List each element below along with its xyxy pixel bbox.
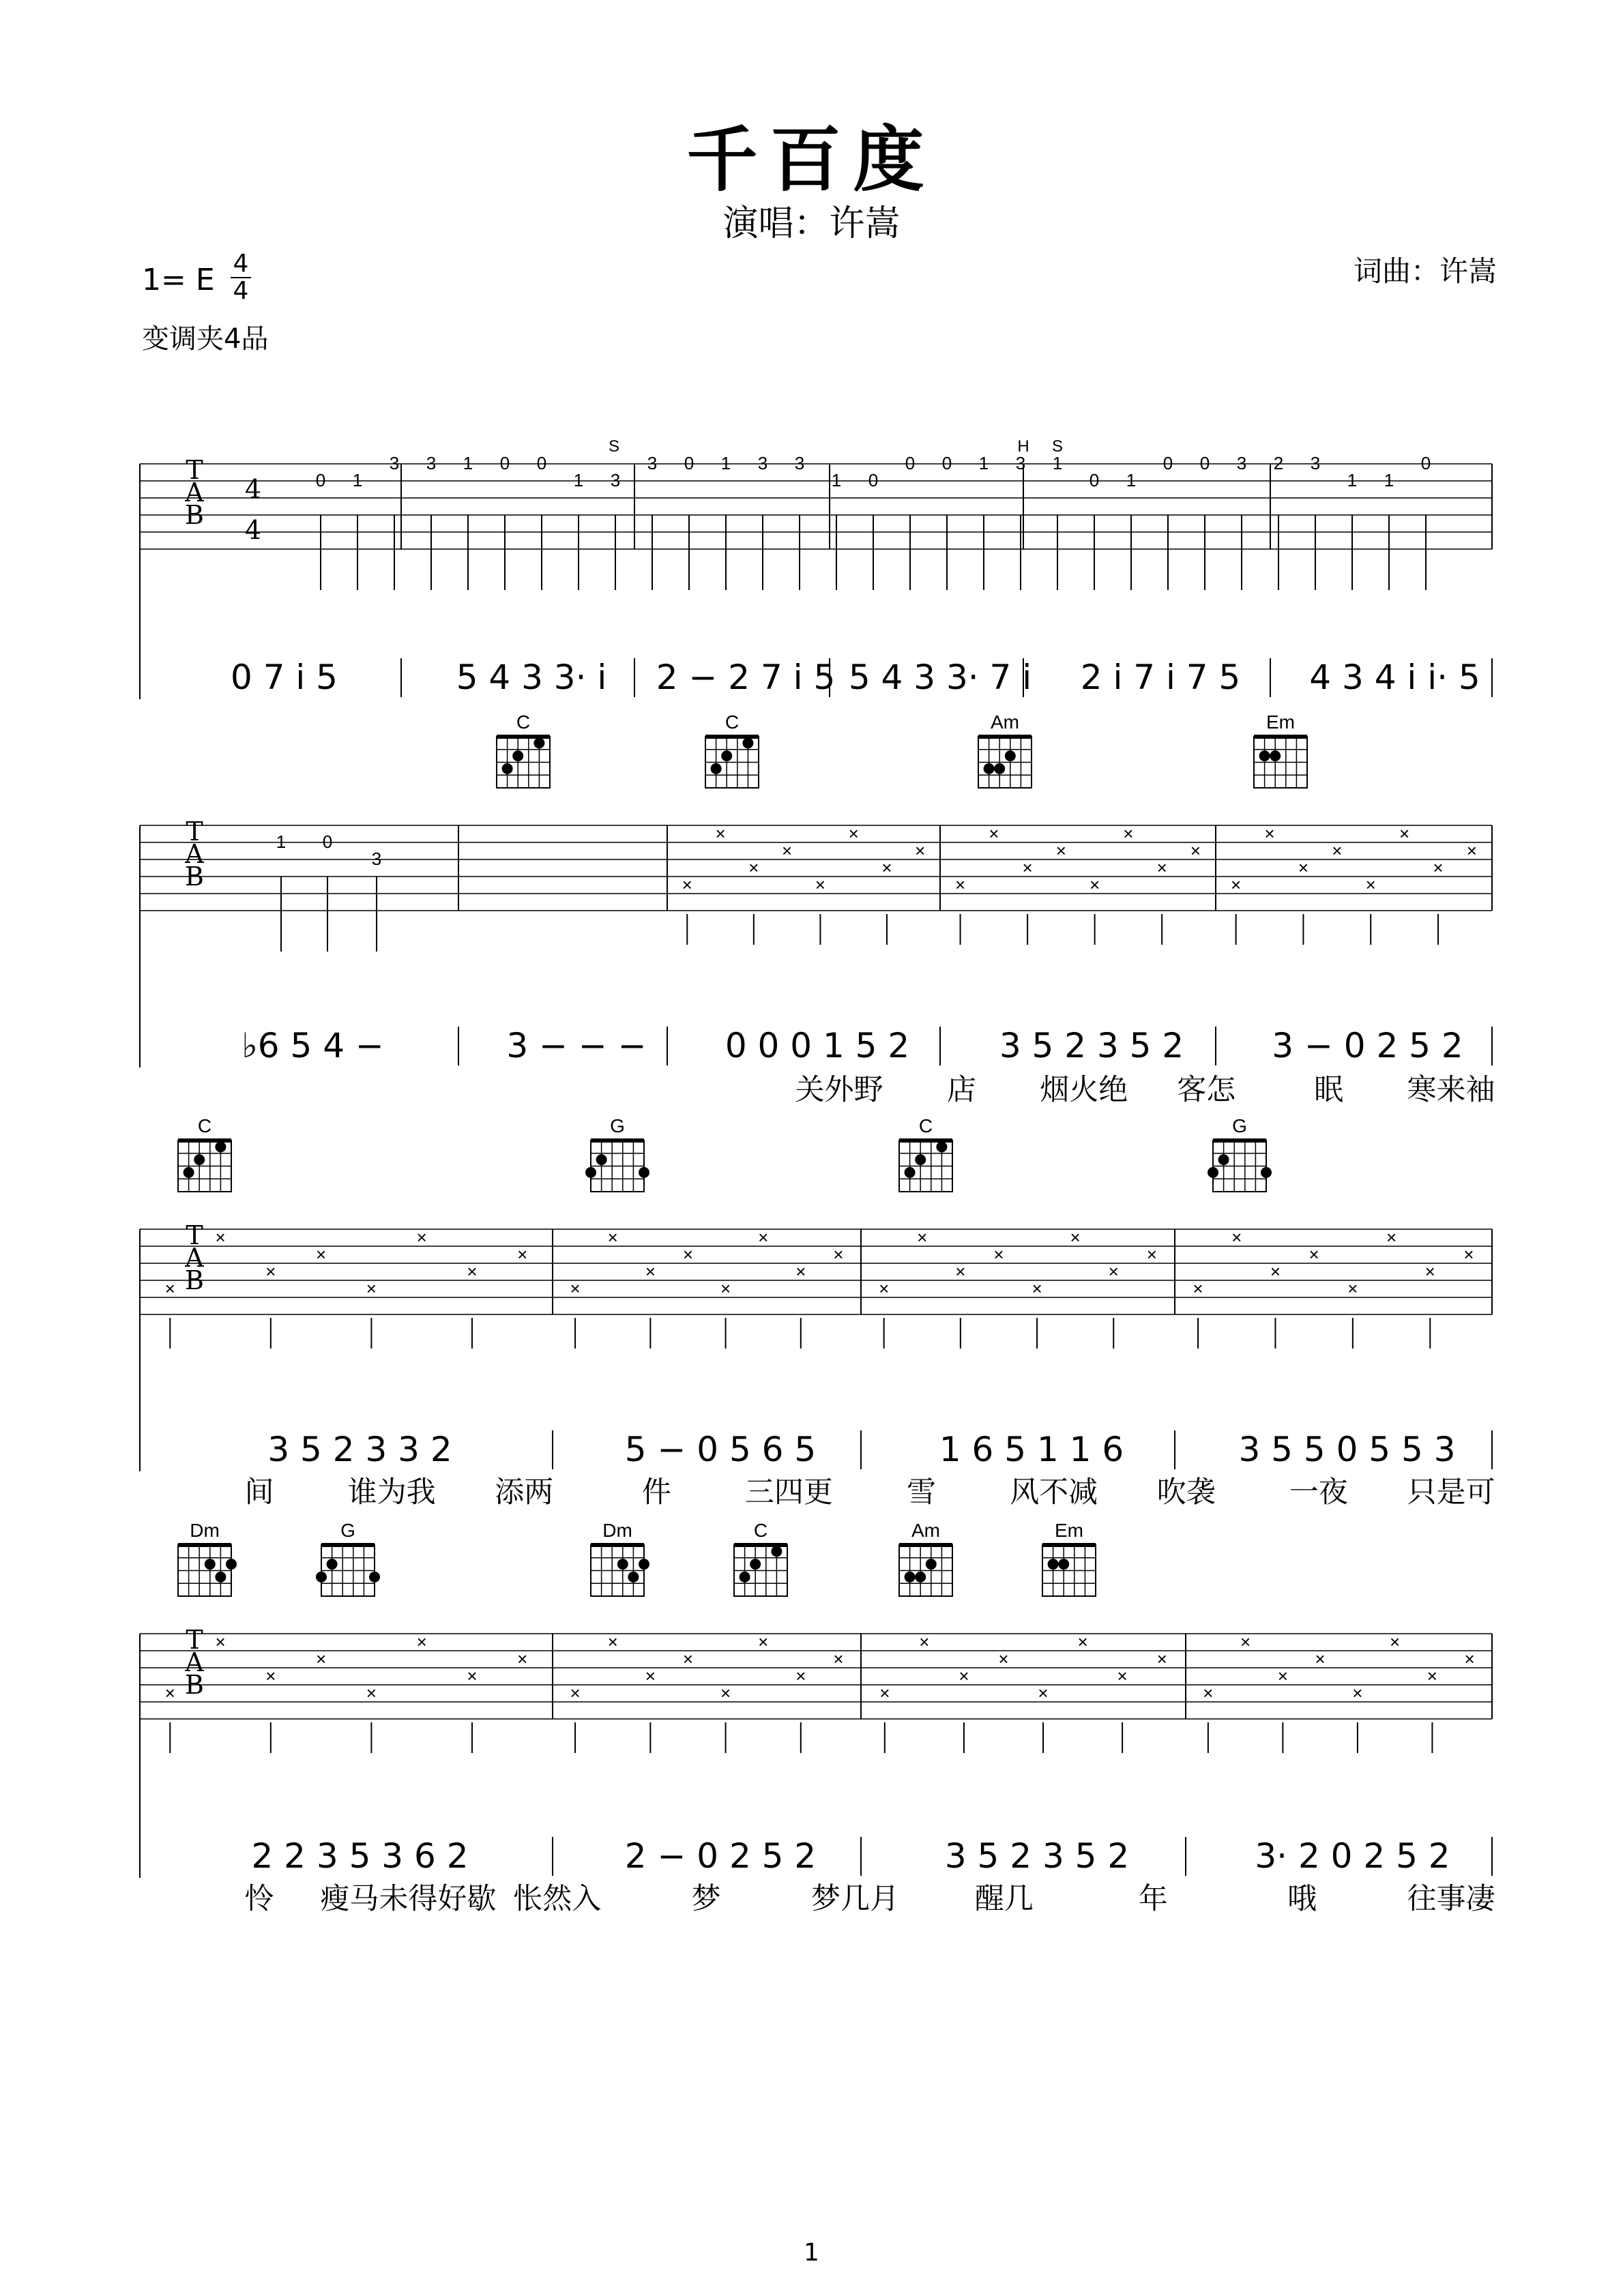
time-signature-bottom: 4 bbox=[233, 277, 249, 305]
lyric-word: 梦几月 bbox=[811, 1882, 899, 1916]
jianpu-measure: 5 4 3 3· i bbox=[456, 658, 607, 697]
lyric-word: 怅然入 bbox=[513, 1882, 602, 1916]
strum-x-mark: × bbox=[1156, 857, 1167, 878]
tab-fret-number: 0 bbox=[1163, 453, 1173, 473]
tab-fret-number: 0 bbox=[941, 453, 952, 473]
strum-x-mark: × bbox=[607, 1227, 618, 1248]
strum-x-mark: × bbox=[1190, 840, 1201, 861]
strum-x-mark: × bbox=[993, 1244, 1004, 1265]
chord-finger-dot bbox=[628, 1572, 639, 1583]
strum-x-mark: × bbox=[1077, 1632, 1088, 1652]
chord-finger-dot bbox=[327, 1559, 338, 1570]
lyric-word: 吹袭 bbox=[1156, 1475, 1216, 1510]
tab-fret-number: 0 bbox=[1089, 470, 1100, 490]
jianpu-measure: ♭6 5 4 − bbox=[242, 1026, 384, 1065]
lyric-word: 年 bbox=[1138, 1882, 1168, 1916]
singer-credit: 演唱：许嵩 bbox=[722, 203, 901, 244]
strum-x-mark: × bbox=[316, 1244, 327, 1265]
strum-x-mark: × bbox=[879, 1278, 890, 1299]
jianpu-measure: 5 − 0 5 6 5 bbox=[624, 1430, 817, 1469]
tab-fret-number: 0 bbox=[315, 470, 326, 490]
chord-finger-dot bbox=[936, 1141, 947, 1152]
strum-x-mark: × bbox=[517, 1244, 528, 1265]
strum-x-mark: × bbox=[164, 1683, 175, 1703]
lyric-word: 烟火绝 bbox=[1040, 1073, 1128, 1107]
strum-x-mark: × bbox=[1264, 823, 1275, 844]
chord-name-label: Am bbox=[911, 1520, 940, 1541]
strum-x-mark: × bbox=[1315, 1649, 1326, 1669]
chord-finger-dot bbox=[905, 1572, 916, 1583]
tab-fret-number: 0 bbox=[536, 453, 547, 473]
tab-fret-number: 1 bbox=[1052, 453, 1063, 473]
strum-x-mark: × bbox=[265, 1666, 276, 1686]
chord-finger-dot bbox=[711, 763, 722, 774]
lyric-word: 添两 bbox=[495, 1475, 554, 1510]
jianpu-measure: 3 5 5 0 5 5 3 bbox=[1238, 1430, 1456, 1469]
lyric-word: 哦 bbox=[1287, 1882, 1317, 1916]
tab-fret-number: 3 bbox=[647, 453, 658, 473]
chord-name-label: Em bbox=[1266, 711, 1295, 733]
chord-finger-dot bbox=[721, 750, 732, 761]
strum-x-mark: × bbox=[366, 1683, 377, 1703]
tab-fret-number: 3 bbox=[389, 453, 400, 473]
strum-x-mark: × bbox=[265, 1261, 276, 1282]
strum-x-mark: × bbox=[607, 1632, 618, 1652]
lyric-word: 怜 bbox=[244, 1882, 274, 1916]
strum-x-mark: × bbox=[1203, 1683, 1214, 1703]
strum-x-mark: × bbox=[1463, 1244, 1474, 1265]
chord-name-label: G bbox=[1232, 1115, 1247, 1136]
strum-x-mark: × bbox=[1240, 1632, 1251, 1652]
chord-finger-dot bbox=[984, 763, 995, 774]
jianpu-measure: 3· 2 0 2 5 2 bbox=[1255, 1836, 1450, 1876]
chord-finger-dot bbox=[750, 1559, 761, 1570]
tab-clef-letter: B bbox=[185, 1265, 204, 1295]
strum-x-mark: × bbox=[1298, 857, 1309, 878]
chord-finger-dot bbox=[502, 763, 513, 774]
strum-x-mark: × bbox=[758, 1227, 769, 1248]
strum-x-mark: × bbox=[645, 1261, 656, 1282]
strum-x-mark: × bbox=[316, 1649, 327, 1669]
chord-finger-dot bbox=[369, 1572, 380, 1583]
lyric-word: 醒几 bbox=[974, 1882, 1034, 1916]
jianpu-measure: 3 − 0 2 5 2 bbox=[1272, 1026, 1463, 1065]
strum-x-mark: × bbox=[720, 1683, 731, 1703]
strum-x-mark: × bbox=[1433, 857, 1444, 878]
tab-clef-letter: T bbox=[186, 1625, 203, 1655]
strum-x-mark: × bbox=[989, 823, 999, 844]
chord-finger-dot bbox=[1208, 1167, 1218, 1178]
chord-finger-dot bbox=[1005, 750, 1016, 761]
strum-x-mark: × bbox=[1123, 823, 1134, 844]
strum-x-mark: × bbox=[1022, 857, 1033, 878]
lyric-word: 眠 bbox=[1314, 1073, 1344, 1107]
chord-name-label: C bbox=[725, 711, 740, 733]
tab-fret-number: 1 bbox=[831, 470, 842, 490]
strum-x-mark: × bbox=[1055, 840, 1066, 861]
tab-fret-number: 1 bbox=[573, 470, 584, 490]
chord-name-label: C bbox=[516, 711, 531, 733]
tab-clef-letter: T bbox=[186, 1220, 203, 1250]
strum-x-mark: × bbox=[467, 1261, 478, 1282]
chord-finger-dot bbox=[226, 1559, 237, 1570]
chord-finger-dot bbox=[512, 750, 523, 761]
strum-x-mark: × bbox=[1332, 840, 1343, 861]
tab-fret-number: 3 bbox=[371, 849, 382, 869]
strum-x-mark: × bbox=[570, 1278, 581, 1299]
lyric-word: 梦 bbox=[691, 1882, 721, 1916]
jianpu-measure: 3 5 2 3 5 2 bbox=[944, 1836, 1130, 1876]
chord-finger-dot bbox=[585, 1167, 596, 1178]
lyric-word: 一夜 bbox=[1289, 1475, 1348, 1510]
strum-x-mark: × bbox=[815, 874, 825, 895]
chord-name-label: G bbox=[610, 1115, 625, 1136]
strum-x-mark: × bbox=[682, 874, 692, 895]
strum-x-mark: × bbox=[954, 874, 966, 895]
tab-fret-number: 1 bbox=[720, 453, 731, 473]
jianpu-measure: 0 0 0 1 5 2 bbox=[725, 1026, 910, 1065]
capo-instruction: 变调夹4品 bbox=[142, 323, 269, 355]
tab-fret-number: 0 bbox=[868, 470, 879, 490]
tab-clef-letter: T bbox=[186, 816, 203, 847]
strum-x-mark: × bbox=[715, 823, 726, 844]
lyric-word: 店 bbox=[946, 1073, 976, 1107]
strum-x-mark: × bbox=[164, 1278, 175, 1299]
chord-finger-dot bbox=[215, 1141, 226, 1152]
time-signature-top: 4 bbox=[233, 250, 249, 278]
jianpu-measure: 3 5 2 3 5 2 bbox=[999, 1026, 1184, 1065]
jianpu-measure: 2 2 3 5 3 6 2 bbox=[251, 1836, 469, 1876]
strum-x-mark: × bbox=[1386, 1227, 1397, 1248]
strum-x-mark: × bbox=[1231, 1227, 1242, 1248]
technique-mark: S bbox=[608, 437, 620, 456]
jianpu-measure: 3 − − − bbox=[506, 1026, 647, 1065]
strum-x-mark: × bbox=[1427, 1666, 1437, 1686]
lyric-word: 间 bbox=[244, 1475, 274, 1510]
chord-finger-dot bbox=[215, 1572, 226, 1583]
tab-fret-number: 1 bbox=[1384, 470, 1394, 490]
jianpu-measure: 4 3 4 i i· 5 bbox=[1309, 658, 1480, 697]
chord-finger-dot bbox=[742, 737, 753, 748]
strum-x-mark: × bbox=[748, 857, 759, 878]
tab-fret-number: 1 bbox=[1347, 470, 1358, 490]
strum-x-mark: × bbox=[1466, 840, 1477, 861]
strum-x-mark: × bbox=[1270, 1261, 1281, 1282]
chord-finger-dot bbox=[639, 1559, 649, 1570]
strum-x-mark: × bbox=[682, 1649, 694, 1669]
tab-fret-number: 1 bbox=[276, 831, 287, 852]
strum-x-mark: × bbox=[1090, 874, 1100, 895]
strum-x-mark: × bbox=[1424, 1261, 1435, 1282]
tab-fret-number: 3 bbox=[1015, 453, 1026, 473]
lyric-word: 关外野 bbox=[795, 1073, 883, 1107]
tab-fret-number: 1 bbox=[352, 470, 363, 490]
chord-finger-dot bbox=[205, 1559, 216, 1570]
key-signature: 1= E bbox=[142, 263, 215, 297]
strum-x-mark: × bbox=[1464, 1649, 1475, 1669]
tab-fret-number: 0 bbox=[1420, 453, 1431, 473]
tab-time-sig-top: 4 bbox=[244, 474, 262, 504]
lyricist-credit: 词曲：许嵩 bbox=[1353, 254, 1497, 288]
strum-x-mark: × bbox=[917, 1227, 928, 1248]
chord-finger-dot bbox=[771, 1546, 782, 1557]
lyric-word: 瘦马未得好歇 bbox=[320, 1882, 497, 1916]
strum-x-mark: × bbox=[1032, 1278, 1042, 1299]
chord-finger-dot bbox=[1259, 750, 1270, 761]
chord-name-label: C bbox=[753, 1520, 768, 1541]
strum-x-mark: × bbox=[1231, 874, 1242, 895]
strum-x-mark: × bbox=[1117, 1666, 1128, 1686]
strum-x-mark: × bbox=[517, 1649, 528, 1669]
jianpu-measure: 1 6 5 1 1 6 bbox=[939, 1430, 1124, 1469]
chord-finger-dot bbox=[915, 1572, 926, 1583]
tab-fret-number: 1 bbox=[978, 453, 989, 473]
strum-x-mark: × bbox=[416, 1227, 427, 1248]
strum-x-mark: × bbox=[1277, 1666, 1288, 1686]
strum-x-mark: × bbox=[1156, 1649, 1167, 1669]
strum-x-mark: × bbox=[833, 1649, 844, 1669]
tab-fret-number: 3 bbox=[426, 453, 437, 473]
lyric-word: 风不减 bbox=[1010, 1475, 1098, 1510]
page-number: 1 bbox=[804, 2239, 819, 2267]
tab-fret-number: 0 bbox=[499, 453, 510, 473]
chord-finger-dot bbox=[533, 737, 544, 748]
lyric-word: 件 bbox=[641, 1475, 671, 1510]
jianpu-measure: 5 4 3 3· 7 i bbox=[848, 658, 1032, 697]
strum-x-mark: × bbox=[1146, 1244, 1157, 1265]
strum-x-mark: × bbox=[758, 1632, 769, 1652]
chord-finger-dot bbox=[617, 1559, 628, 1570]
tab-clef-letter: A bbox=[185, 839, 204, 869]
chord-finger-dot bbox=[194, 1154, 205, 1165]
strum-x-mark: × bbox=[1352, 1683, 1363, 1703]
chord-finger-dot bbox=[905, 1167, 916, 1178]
chord-finger-dot bbox=[1270, 750, 1281, 761]
strum-x-mark: × bbox=[1038, 1683, 1049, 1703]
lyric-word: 三四更 bbox=[744, 1475, 833, 1510]
chord-name-label: Em bbox=[1055, 1520, 1083, 1541]
tab-clef-letter: A bbox=[185, 1243, 204, 1273]
chord-finger-dot bbox=[1261, 1167, 1272, 1178]
strum-x-mark: × bbox=[959, 1666, 969, 1686]
strum-x-mark: × bbox=[682, 1244, 694, 1265]
chord-name-label: G bbox=[340, 1520, 355, 1541]
tab-fret-number: 0 bbox=[684, 453, 694, 473]
chord-name-label: C bbox=[918, 1115, 933, 1136]
strum-x-mark: × bbox=[879, 1683, 890, 1703]
chord-name-label: Am bbox=[991, 711, 1019, 733]
strum-x-mark: × bbox=[915, 840, 926, 861]
chord-finger-dot bbox=[596, 1154, 607, 1165]
chord-finger-dot bbox=[184, 1167, 194, 1178]
chord-name-label: Dm bbox=[602, 1520, 632, 1541]
tab-clef-letter: B bbox=[185, 862, 204, 892]
strum-x-mark: × bbox=[955, 1261, 966, 1282]
lyric-word: 谁为我 bbox=[347, 1475, 436, 1510]
tab-clef-letter: A bbox=[185, 477, 204, 507]
strum-x-mark: × bbox=[848, 823, 859, 844]
chord-finger-dot bbox=[915, 1154, 926, 1165]
tab-fret-number: 0 bbox=[322, 831, 333, 852]
strum-x-mark: × bbox=[919, 1632, 930, 1652]
tab-fret-number: 0 bbox=[905, 453, 916, 473]
strum-x-mark: × bbox=[215, 1632, 226, 1652]
chord-finger-dot bbox=[639, 1167, 649, 1178]
tab-fret-number: 3 bbox=[794, 453, 805, 473]
chord-finger-dot bbox=[316, 1572, 327, 1583]
chord-finger-dot bbox=[1058, 1559, 1069, 1570]
tab-clef-letter: T bbox=[186, 455, 203, 485]
jianpu-measure: 2 − 0 2 5 2 bbox=[624, 1836, 817, 1876]
strum-x-mark: × bbox=[881, 857, 892, 878]
lyric-word: 客怎 bbox=[1177, 1073, 1236, 1107]
tab-clef-letter: A bbox=[185, 1647, 204, 1677]
jianpu-measure: 3 5 2 3 3 2 bbox=[267, 1430, 452, 1469]
tab-clef-letter: B bbox=[185, 500, 204, 530]
strum-x-mark: × bbox=[570, 1683, 581, 1703]
strum-x-mark: × bbox=[833, 1244, 844, 1265]
lyric-word: 寒来袖 bbox=[1407, 1073, 1495, 1107]
strum-x-mark: × bbox=[1390, 1632, 1401, 1652]
strum-x-mark: × bbox=[1070, 1227, 1081, 1248]
strum-x-mark: × bbox=[1399, 823, 1410, 844]
tab-fret-number: 3 bbox=[757, 453, 768, 473]
chord-finger-dot bbox=[1218, 1154, 1229, 1165]
chord-name-label: C bbox=[197, 1115, 212, 1136]
chord-finger-dot bbox=[1048, 1559, 1059, 1570]
tab-clef-letter: B bbox=[185, 1670, 204, 1700]
strum-x-mark: × bbox=[720, 1278, 731, 1299]
lyric-word: 雪 bbox=[907, 1475, 937, 1510]
tab-fret-number: 3 bbox=[1310, 453, 1321, 473]
strum-x-mark: × bbox=[1347, 1278, 1358, 1299]
strum-x-mark: × bbox=[782, 840, 793, 861]
lyric-word: 往事凄 bbox=[1407, 1882, 1495, 1916]
tab-fret-number: 1 bbox=[463, 453, 473, 473]
strum-x-mark: × bbox=[366, 1278, 377, 1299]
jianpu-measure: 0 7 i 5 bbox=[230, 658, 338, 697]
strum-x-mark: × bbox=[795, 1261, 806, 1282]
strum-x-mark: × bbox=[215, 1227, 226, 1248]
chord-finger-dot bbox=[740, 1572, 750, 1583]
strum-x-mark: × bbox=[1308, 1244, 1319, 1265]
strum-x-mark: × bbox=[467, 1666, 478, 1686]
chord-finger-dot bbox=[994, 763, 1005, 774]
strum-x-mark: × bbox=[1108, 1261, 1119, 1282]
strum-x-mark: × bbox=[416, 1632, 427, 1652]
tab-fret-number: 0 bbox=[1199, 453, 1210, 473]
strum-x-mark: × bbox=[1193, 1278, 1203, 1299]
lyric-word: 只是可 bbox=[1407, 1475, 1495, 1510]
chord-name-label: Dm bbox=[190, 1520, 220, 1541]
tab-fret-number: 1 bbox=[1126, 470, 1137, 490]
strum-x-mark: × bbox=[645, 1666, 656, 1686]
strum-x-mark: × bbox=[795, 1666, 806, 1686]
technique-mark: S bbox=[1051, 437, 1064, 456]
tab-time-sig-bottom: 4 bbox=[244, 515, 262, 545]
jianpu-measure: 2 − 2 7 i 5 bbox=[656, 658, 836, 697]
strum-x-mark: × bbox=[1365, 874, 1376, 895]
chord-finger-dot bbox=[926, 1559, 937, 1570]
strum-x-mark: × bbox=[998, 1649, 1009, 1669]
tab-fret-number: 3 bbox=[1236, 453, 1247, 473]
tab-fret-number: 3 bbox=[610, 470, 621, 490]
technique-mark: H bbox=[1017, 437, 1029, 456]
tab-fret-number: 2 bbox=[1273, 453, 1284, 473]
song-title: 千百度 bbox=[686, 117, 937, 201]
jianpu-measure: 2 i 7 i 7 5 bbox=[1080, 658, 1241, 697]
